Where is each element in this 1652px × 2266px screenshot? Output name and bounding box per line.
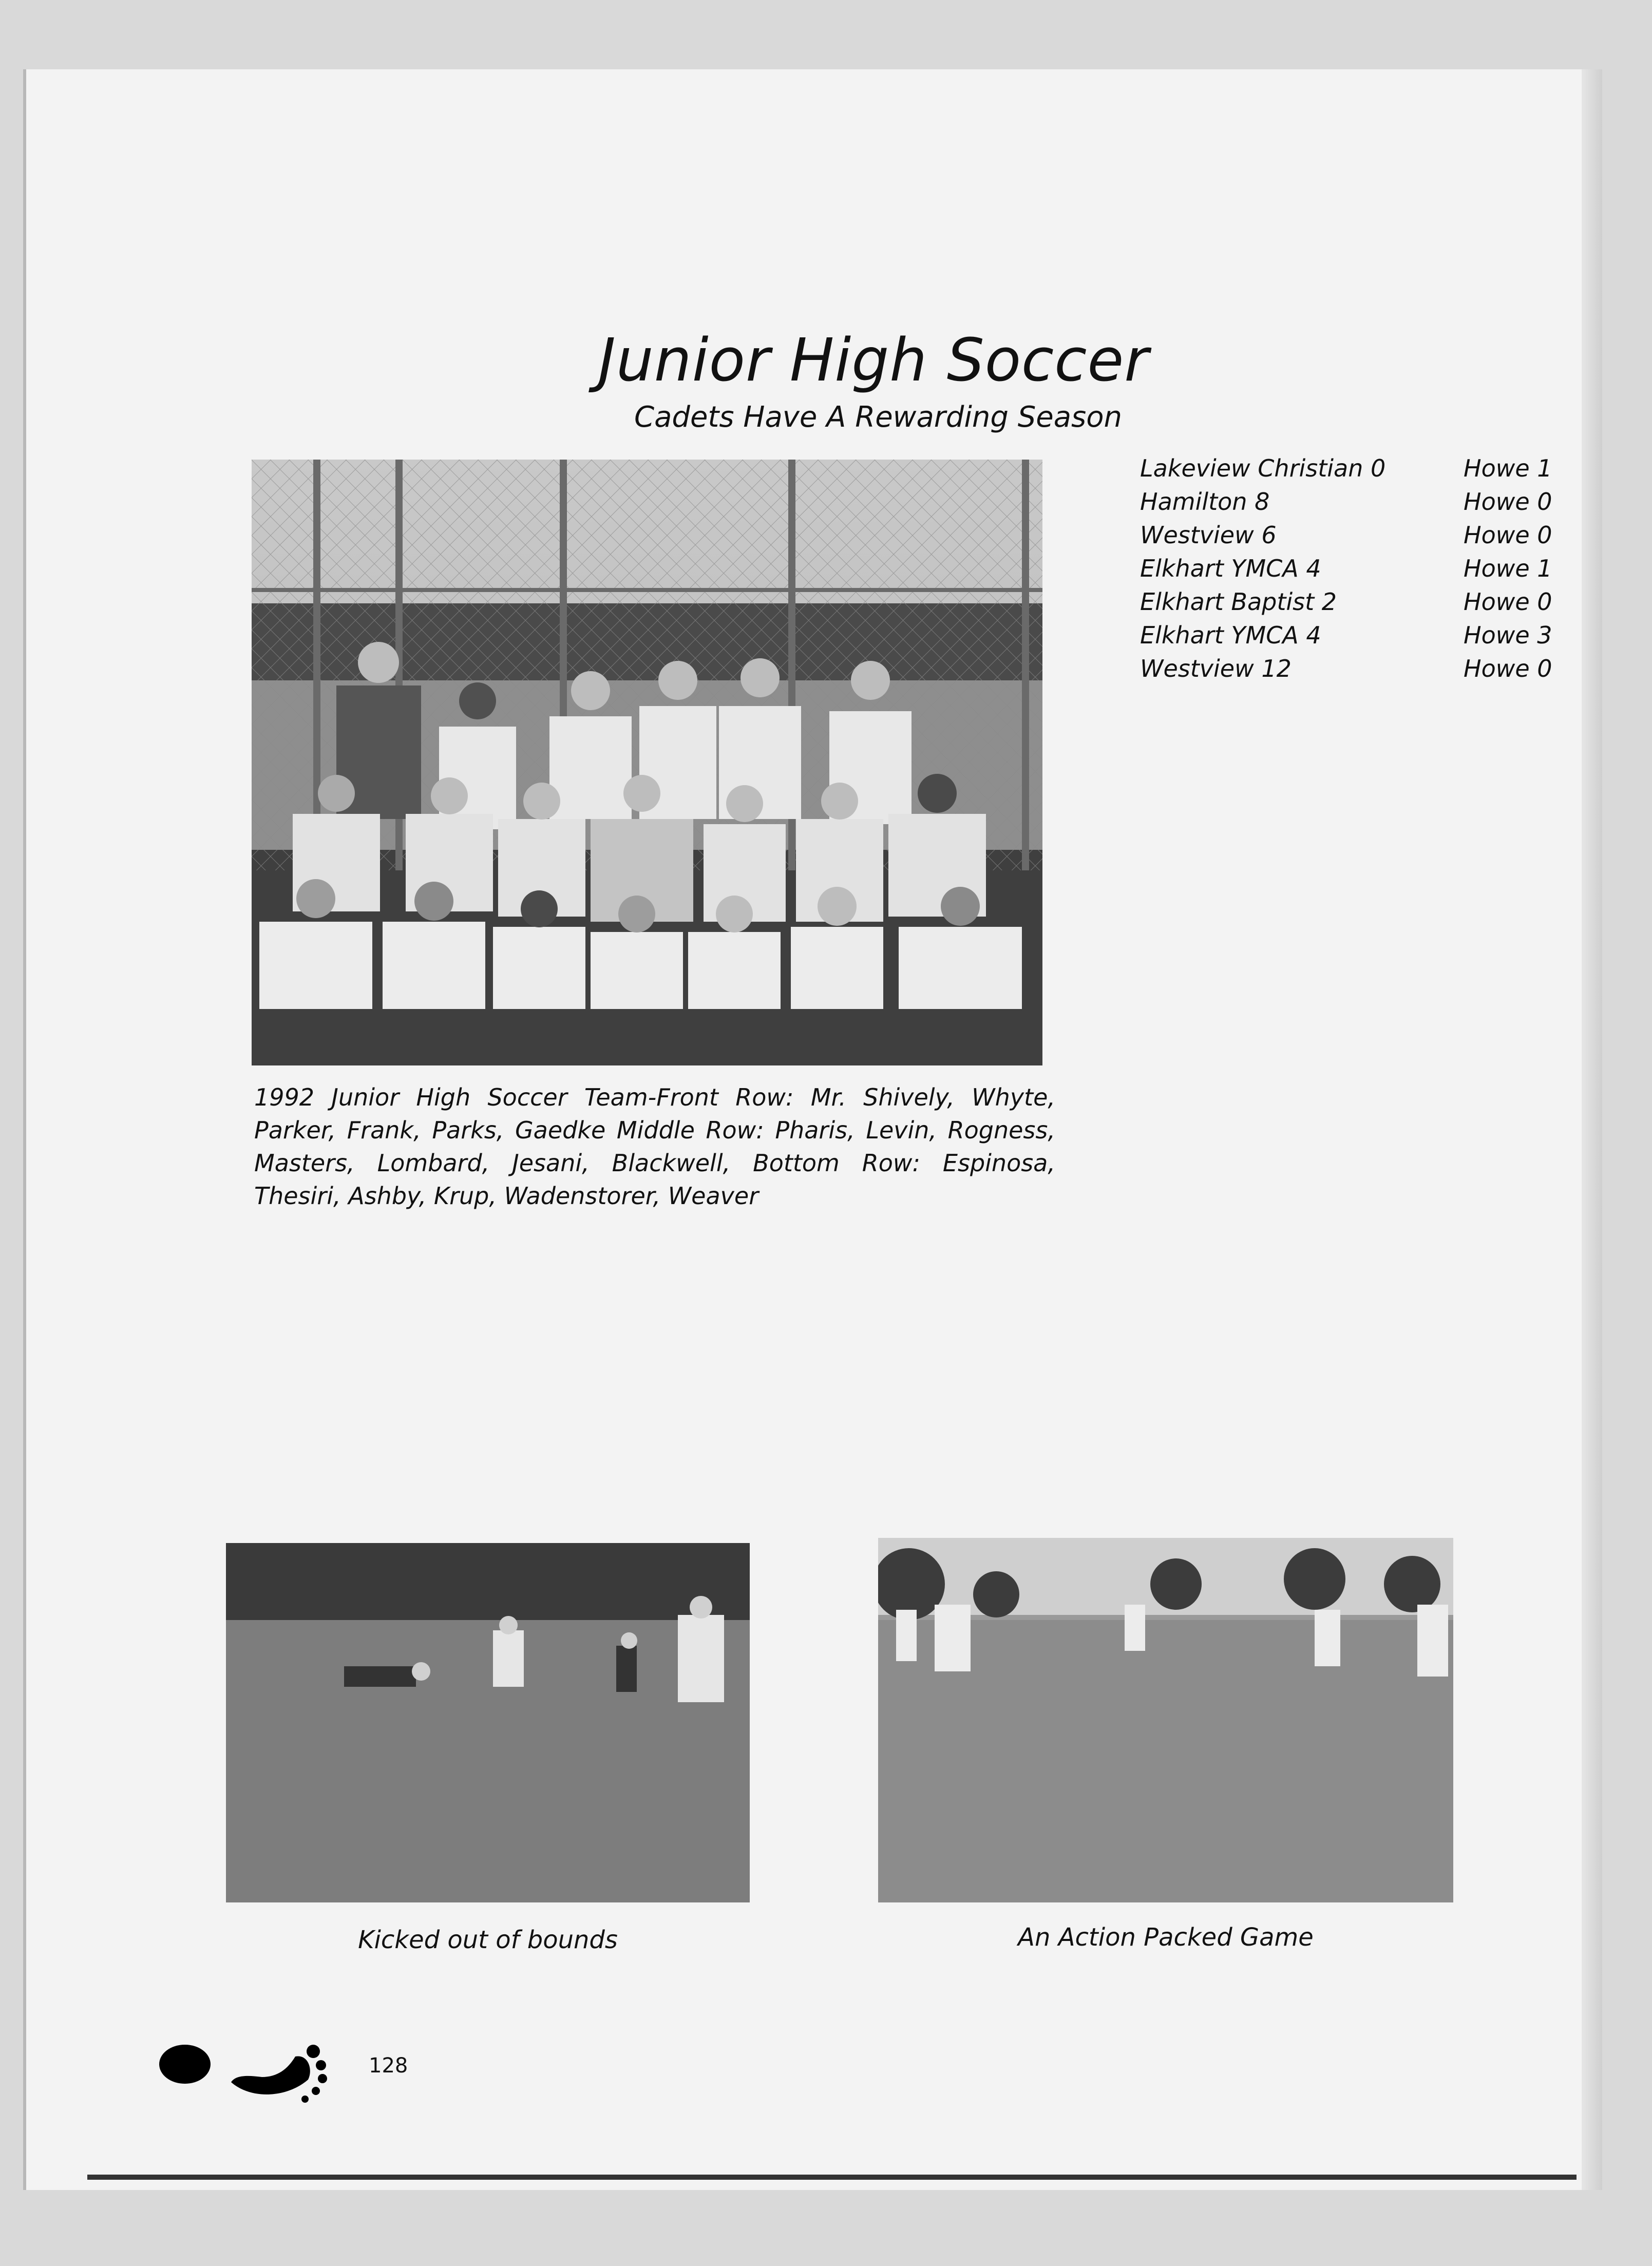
page-number: 128: [369, 2054, 408, 2078]
howe-score: Howe 0: [1464, 488, 1552, 516]
opponent-score: Westview 6: [1140, 521, 1277, 549]
score-row: [1140, 519, 1561, 552]
score-row: [1140, 619, 1561, 652]
howe-score: Howe 1: [1464, 454, 1552, 482]
howe-score: Howe 0: [1464, 588, 1552, 616]
action-photo-kicked-out: [226, 1543, 750, 1902]
page-edge-shadow: [1582, 69, 1602, 2190]
howe-score: Howe 0: [1464, 655, 1552, 682]
score-row: [1140, 652, 1561, 685]
score-row: [1140, 485, 1561, 519]
score-row: [1140, 552, 1561, 585]
opponent-score: Elkhart YMCA 4: [1140, 621, 1321, 649]
team-photo: [252, 460, 1042, 1065]
season-scores: [1140, 452, 1561, 685]
footprint-icon: [159, 2033, 354, 2105]
opponent-score: Hamilton 8: [1140, 488, 1270, 516]
opponent-score: Westview 12: [1140, 655, 1292, 682]
action-photo-action-game: [878, 1538, 1453, 1902]
page-subtitle: Cadets Have A Rewarding Season: [634, 401, 1122, 434]
photo-caption-kicked-out: Kicked out of bounds: [358, 1926, 618, 1954]
page-title: Junior High Soccer: [598, 326, 1149, 395]
opponent-score: Lakeview Christian 0: [1140, 454, 1386, 482]
howe-score: Howe 1: [1464, 555, 1552, 582]
score-row: [1140, 452, 1561, 485]
opponent-score: Elkhart YMCA 4: [1140, 555, 1321, 582]
photo-caption-action-game: An Action Packed Game: [1018, 1923, 1314, 1952]
score-row: [1140, 585, 1561, 619]
page-bottom-edge: [87, 2175, 1577, 2180]
howe-score: Howe 3: [1464, 621, 1552, 649]
team-photo-caption: 1992 Junior High Soccer Team-Front Row: Mr. Shively, Whyte, Parker, Frank, Parks, Gaedke Middle Row: Pharis, Levin, Rogness, Masters, Lombard, Jesani, Blackwell, Bottom Row: Espinosa, Thesiri, Ashby, Krup, Wadenstorer, Weaver: [254, 1083, 1055, 1210]
opponent-score: Elkhart Baptist 2: [1140, 588, 1337, 616]
howe-score: Howe 0: [1464, 521, 1552, 549]
